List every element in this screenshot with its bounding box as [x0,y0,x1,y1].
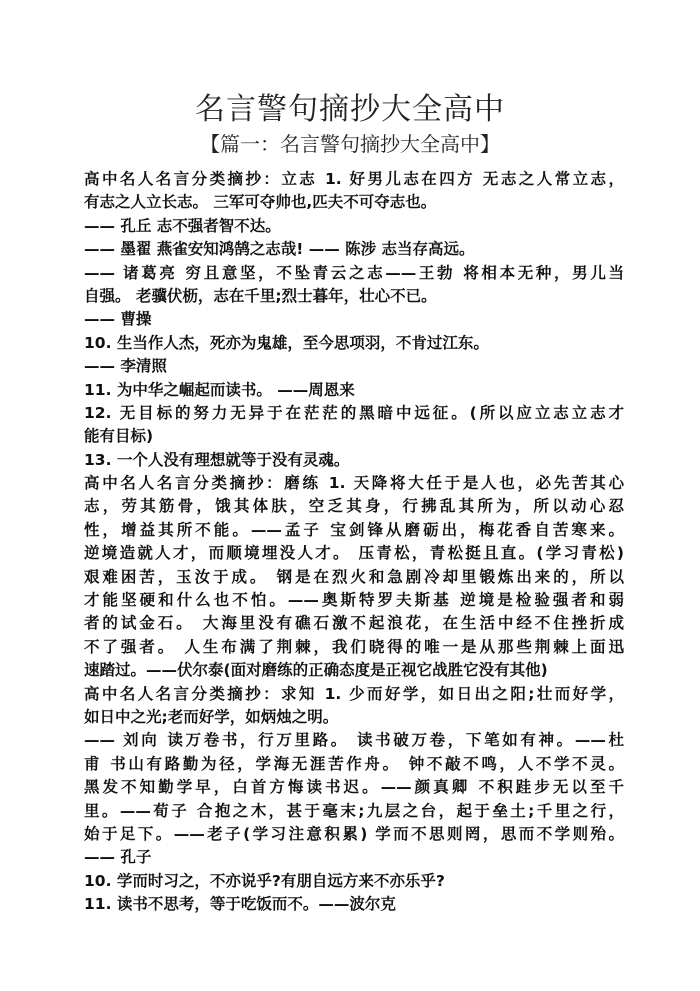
text-line: 高中名人名言分类摘抄：磨练 1. 天降将大任于是人也，必先苦其心 [84,474,624,493]
text-line: 黑发不知勤学早，白首方悔读书迟。——颜真卿 不积跬步无以至千 [84,778,624,797]
text-line: —— 墨翟 燕雀安知鸿鹄之志哉! —— 陈涉 志当存高远。 [84,240,475,259]
text-line: 者的试金石。 大海里没有礁石激不起浪花，在生活中经不住挫折成 [84,614,624,633]
text-line: 志，劳其筋骨，饿其体肤，空乏其身，行拂乱其所为，所以动心忍 [84,497,624,516]
text-line: 10. 学而时习之，不亦说乎?有朋自远方来不亦乐乎? [84,871,445,890]
text-line: —— 刘向 读万卷书，行万里路。 读书破万卷，下笔如有神。——杜 [84,731,624,750]
text-line: 有志之人立长志。 三军可夺帅也,匹夫不可夺志也。 [84,193,437,212]
document-body [84,168,624,917]
text-line: 里。——荀子 合抱之木，甚于毫末;九层之台，起于垒土;千里之行， [84,801,624,820]
text-line: 13. 一个人没有理想就等于没有灵魂。 [84,450,350,469]
text-line: 能有目标) [84,427,154,446]
text-line: 高中名人名言分类摘抄：立志 1. 好男儿志在四方 无志之人常立志， [84,170,624,188]
text-line: 自强。 老骥伏枥，志在千里;烈士暮年，壮心不已。 [84,286,437,305]
text-line: —— 李清照 [84,357,167,376]
text-line: 11. 为中华之崛起而读书。 ——周恩来 [84,380,355,399]
text-line: 逆境造就人才，而顺境埋没人才。 压青松，青松挺且直。(学习青松) [84,544,624,563]
text-line: 始于足下。——老子(学习注意积累) 学而不思则罔，思而不学则殆。 [84,824,624,843]
text-line: 如日中之光;老而好学，如炳烛之明。 [84,707,339,726]
text-line: 10. 生当作人杰，死亦为鬼雄，至今思项羽，不肯过江东。 [84,333,489,352]
text-line: 甫 书山有路勤为径，学海无涯苦作舟。 钟不敲不鸣，人不学不灵。 [84,754,624,773]
text-line: —— 孔丘 志不强者智不达。 [84,216,281,235]
text-line: 性，增益其所不能。——孟子 宝剑锋从磨砺出，梅花香自苦寒来。 [84,520,624,539]
text-line: 不了强者。 人生布满了荆棘，我们晓得的唯一是从那些荆棘上面迅 [84,637,624,656]
page-subtitle: 【篇一：名言警句摘抄大全高中】 [200,132,500,156]
text-line: —— 曹操 [84,310,152,329]
text-line: 高中名人名言分类摘抄：求知 1. 少而好学，如日出之阳;壮而好学， [84,684,624,703]
text-line: 11. 读书不思考，等于吃饭而不。——波尔克 [84,895,396,914]
text-line: —— 诸葛亮 穷且意坚，不坠青云之志——王勃 将相本无种，男儿当 [84,263,624,282]
text-line: —— 孔子 [84,848,152,867]
page-title: 名言警句摘抄大全高中 [195,92,505,127]
text-line: 速踏过。——伏尔泰(面对磨练的正确态度是正视它战胜它没有其他) [84,661,548,680]
text-line: 12. 无目标的努力无异于在茫茫的黑暗中远征。(所以应立志立志才 [84,403,624,422]
text-line: 才能坚硬和什么也不怕。——奥斯特罗夫斯基 逆境是检验强者和弱 [84,591,624,610]
text-line: 艰难困苦，玉汝于成。 钢是在烈火和急剧冷却里锻炼出来的，所以 [84,567,624,586]
